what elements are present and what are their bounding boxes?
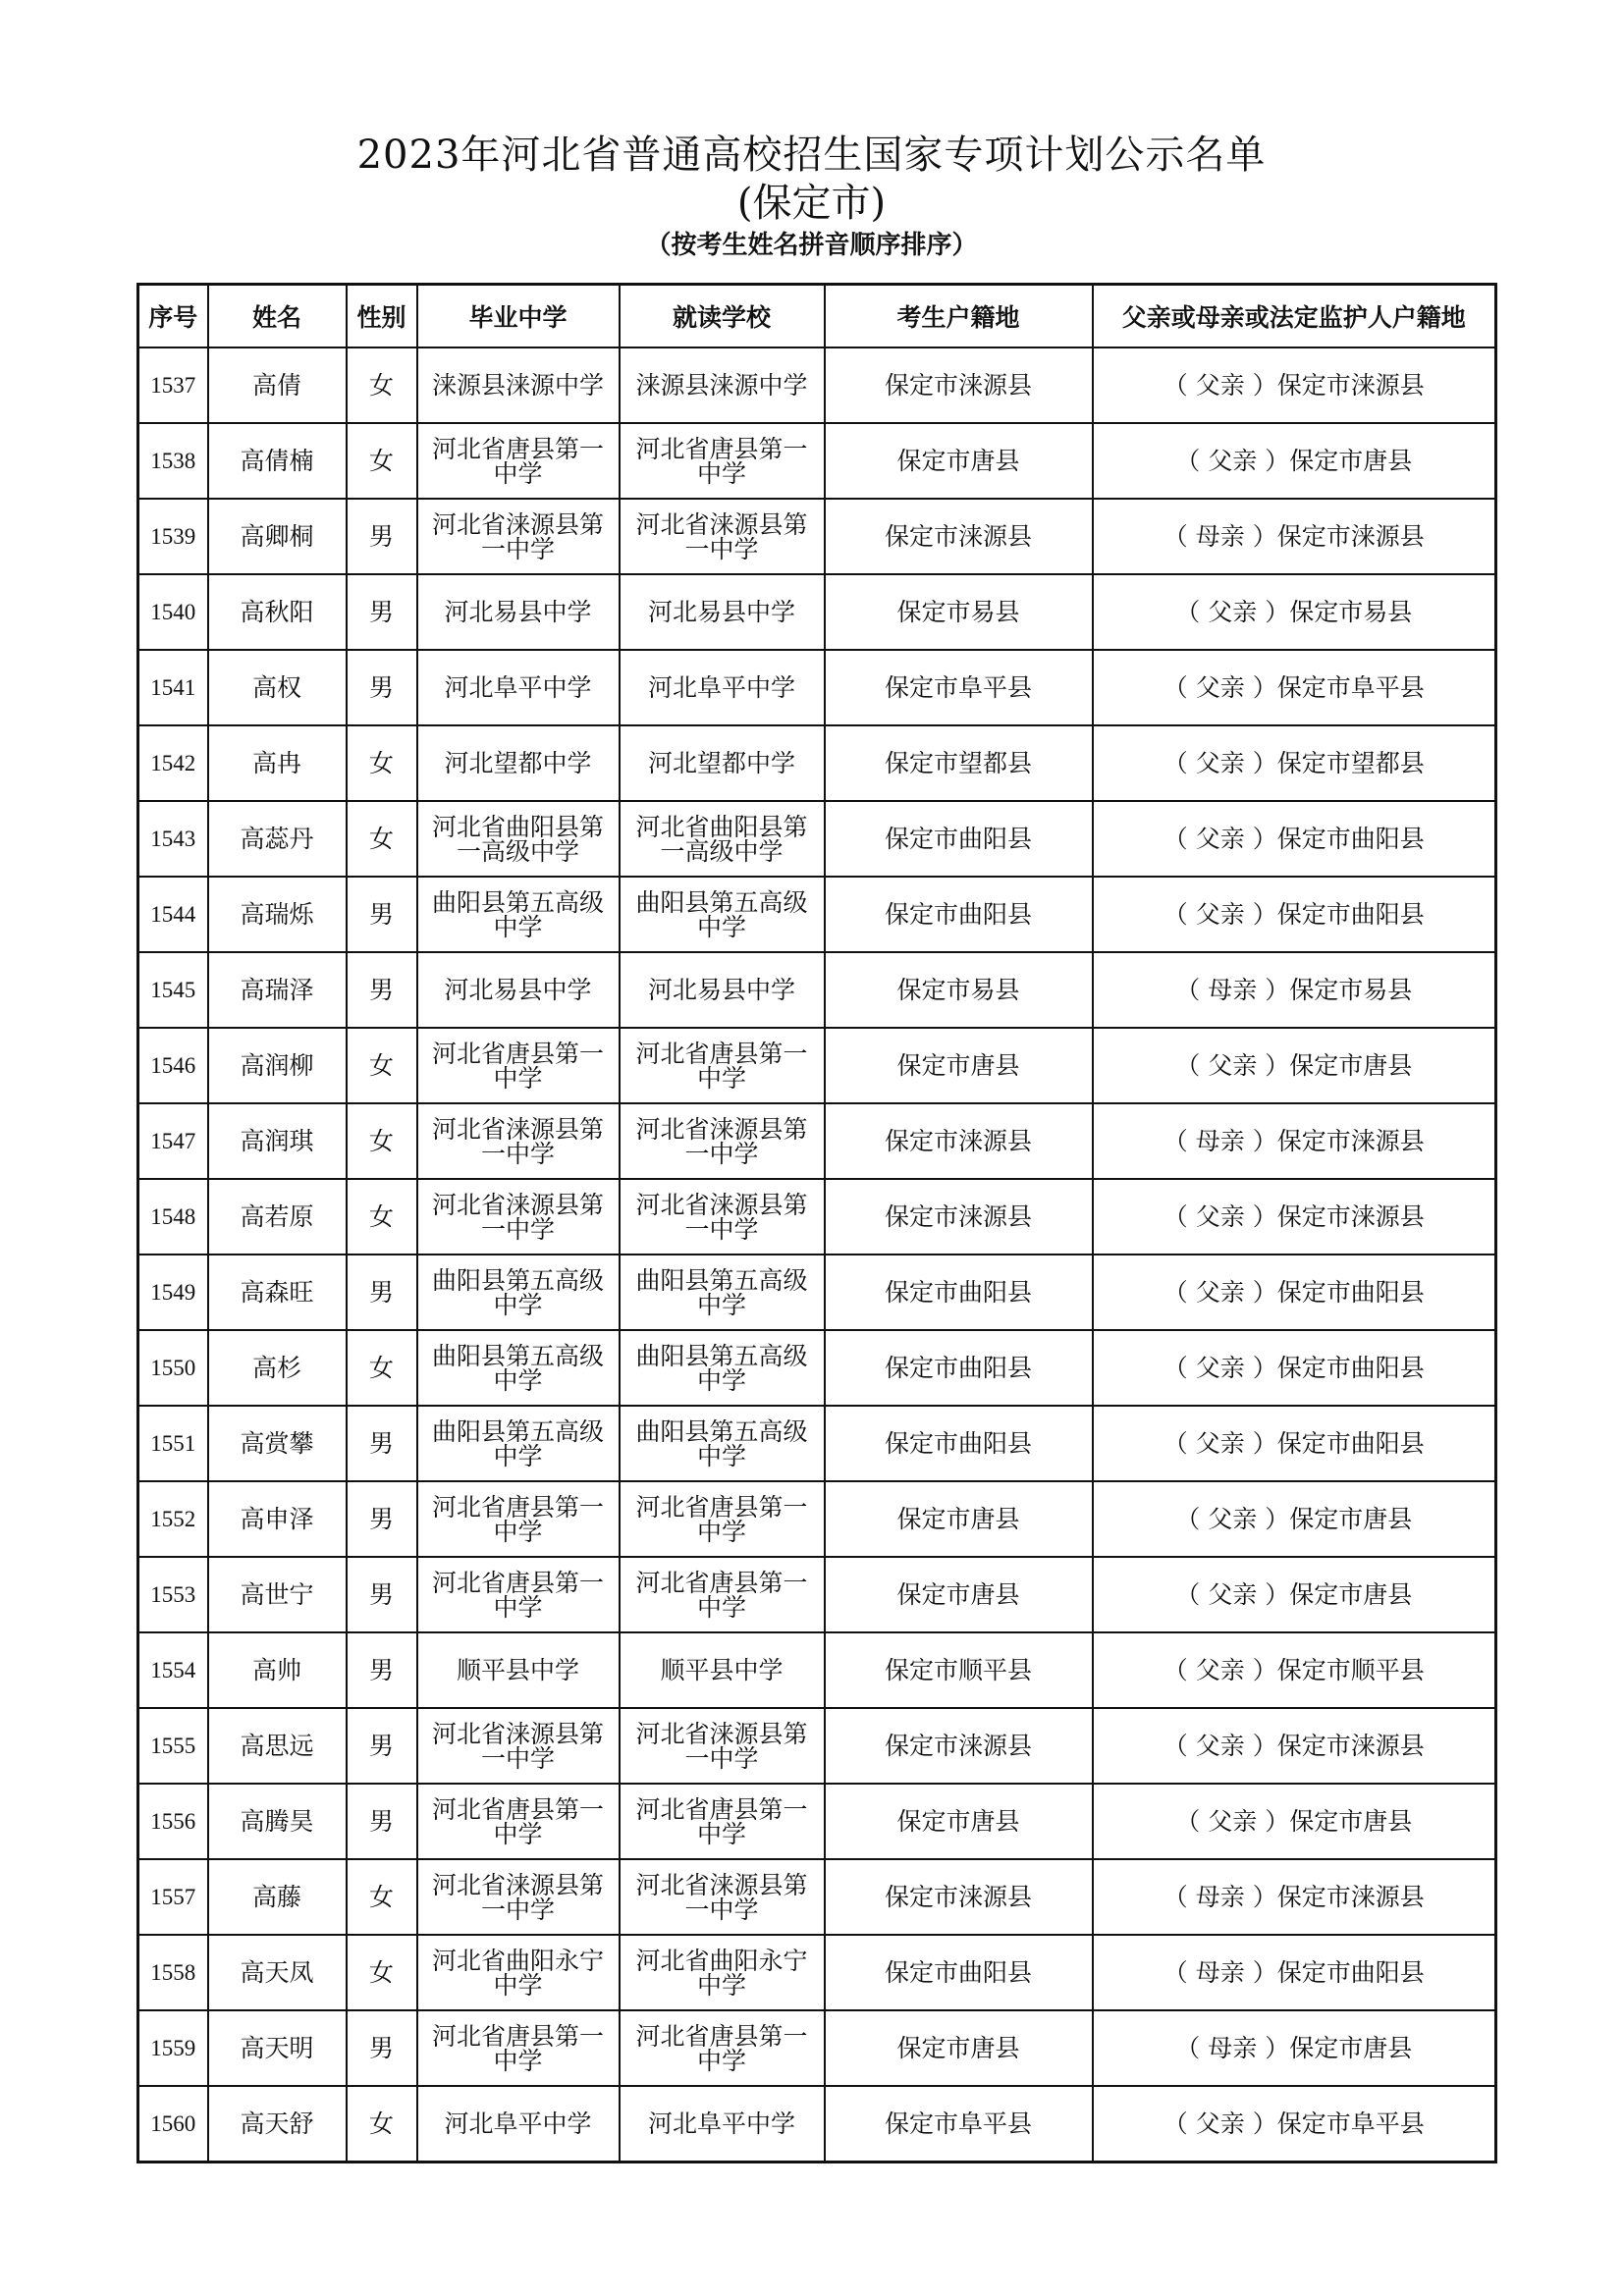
gender-cell: 男	[347, 1708, 417, 1784]
name-cell: 高秋阳	[208, 574, 347, 650]
current-school-cell: 曲阳县第五高级中学	[620, 877, 825, 952]
student-residence-cell: 保定市易县	[825, 574, 1093, 650]
guardian-residence-cell: （ 父亲 ）保定市曲阳县	[1093, 877, 1496, 952]
student-residence-cell: 保定市曲阳县	[825, 1255, 1093, 1330]
guardian-residence-cell: （ 父亲 ）保定市唐县	[1093, 1557, 1496, 1632]
serial-cell: 1553	[138, 1557, 208, 1632]
table-row	[138, 574, 1496, 650]
current-school-cell: 河北省涞源县第一中学	[620, 1103, 825, 1179]
gender-cell: 男	[347, 1255, 417, 1330]
table-row	[138, 2010, 1496, 2086]
current-school-cell: 河北易县中学	[620, 574, 825, 650]
graduated-school-cell: 河北省涞源县第一中学	[417, 1103, 620, 1179]
gender-cell: 男	[347, 499, 417, 574]
student-residence-cell: 保定市望都县	[825, 725, 1093, 801]
graduated-school-cell: 河北省曲阳县第一高级中学	[417, 801, 620, 877]
guardian-residence-cell: （ 父亲 ）保定市阜平县	[1093, 650, 1496, 725]
gender-cell: 男	[347, 1784, 417, 1859]
current-school-cell: 曲阳县第五高级中学	[620, 1255, 825, 1330]
current-school-cell: 河北易县中学	[620, 952, 825, 1028]
current-school-cell: 河北省唐县第一中学	[620, 2010, 825, 2086]
name-cell: 高思远	[208, 1708, 347, 1784]
student-residence-cell: 保定市唐县	[825, 1784, 1093, 1859]
student-residence-cell: 保定市顺平县	[825, 1632, 1093, 1708]
current-school-cell: 河北省曲阳县第一高级中学	[620, 801, 825, 877]
serial-cell: 1546	[138, 1028, 208, 1103]
name-cell: 高藤	[208, 1859, 347, 1935]
gender-cell: 女	[347, 1028, 417, 1103]
table-row	[138, 1859, 1496, 1935]
name-cell: 高杉	[208, 1330, 347, 1406]
serial-cell: 1558	[138, 1935, 208, 2010]
graduated-school-cell: 曲阳县第五高级中学	[417, 1406, 620, 1481]
guardian-residence-cell: （ 父亲 ）保定市唐县	[1093, 1028, 1496, 1103]
serial-cell: 1550	[138, 1330, 208, 1406]
student-residence-cell: 保定市涞源县	[825, 1708, 1093, 1784]
table-row	[138, 1255, 1496, 1330]
serial-cell: 1537	[138, 347, 208, 423]
current-school-cell: 河北省唐县第一中学	[620, 1784, 825, 1859]
graduated-school-cell: 河北省唐县第一中学	[417, 1784, 620, 1859]
serial-cell: 1539	[138, 499, 208, 574]
name-cell: 高冉	[208, 725, 347, 801]
graduated-school-cell: 河北易县中学	[417, 952, 620, 1028]
serial-cell: 1549	[138, 1255, 208, 1330]
current-school-cell: 河北省唐县第一中学	[620, 423, 825, 499]
graduated-school-cell: 曲阳县第五高级中学	[417, 1330, 620, 1406]
current-school-header: 就读学校	[620, 285, 825, 348]
serial-cell: 1552	[138, 1481, 208, 1557]
name-cell: 高腾昊	[208, 1784, 347, 1859]
name-cell: 高帅	[208, 1632, 347, 1708]
table-row	[138, 1179, 1496, 1255]
name-cell: 高赏攀	[208, 1406, 347, 1481]
current-school-cell: 河北省曲阳永宁中学	[620, 1935, 825, 2010]
gender-cell: 女	[347, 801, 417, 877]
student-residence-cell: 保定市易县	[825, 952, 1093, 1028]
name-cell: 高倩楠	[208, 423, 347, 499]
guardian-residence-cell: （ 父亲 ）保定市阜平县	[1093, 2086, 1496, 2163]
graduated-school-cell: 河北省曲阳永宁中学	[417, 1935, 620, 2010]
current-school-cell: 河北省唐县第一中学	[620, 1557, 825, 1632]
gender-cell: 女	[347, 1859, 417, 1935]
guardian-residence-cell: （ 母亲 ）保定市涞源县	[1093, 1859, 1496, 1935]
name-cell: 高卿桐	[208, 499, 347, 574]
guardian-residence-cell: （ 母亲 ）保定市涞源县	[1093, 1103, 1496, 1179]
current-school-cell: 涞源县涞源中学	[620, 347, 825, 423]
serial-cell: 1560	[138, 2086, 208, 2163]
student-residence-cell: 保定市曲阳县	[825, 877, 1093, 952]
gender-cell: 男	[347, 2010, 417, 2086]
name-cell: 高申泽	[208, 1481, 347, 1557]
student-residence-cell: 保定市曲阳县	[825, 1406, 1093, 1481]
graduated-school-cell: 河北省唐县第一中学	[417, 423, 620, 499]
serial-cell: 1545	[138, 952, 208, 1028]
student-residence-cell: 保定市涞源县	[825, 499, 1093, 574]
document-header	[0, 130, 1623, 263]
graduated-school-cell: 河北易县中学	[417, 574, 620, 650]
current-school-cell: 河北省唐县第一中学	[620, 1028, 825, 1103]
name-cell: 高倩	[208, 347, 347, 423]
serial-cell: 1543	[138, 801, 208, 877]
serial-cell: 1541	[138, 650, 208, 725]
table-row	[138, 725, 1496, 801]
serial-cell: 1548	[138, 1179, 208, 1255]
student-residence-cell: 保定市涞源县	[825, 1179, 1093, 1255]
guardian-residence-cell: （ 父亲 ）保定市望都县	[1093, 725, 1496, 801]
serial-cell: 1556	[138, 1784, 208, 1859]
current-school-cell: 河北省涞源县第一中学	[620, 1708, 825, 1784]
current-school-cell: 河北省涞源县第一中学	[620, 1179, 825, 1255]
guardian-residence-cell: （ 父亲 ）保定市唐县	[1093, 423, 1496, 499]
table-row	[138, 952, 1496, 1028]
serial-cell: 1555	[138, 1708, 208, 1784]
table-header-row	[138, 285, 1496, 348]
table-row	[138, 1028, 1496, 1103]
student-residence-cell: 保定市涞源县	[825, 1859, 1093, 1935]
name-cell: 高天明	[208, 2010, 347, 2086]
serial-cell: 1540	[138, 574, 208, 650]
gender-cell: 男	[347, 650, 417, 725]
guardian-residence-cell: （ 父亲 ）保定市唐县	[1093, 1784, 1496, 1859]
gender-cell: 女	[347, 1103, 417, 1179]
student-residence-cell: 保定市曲阳县	[825, 1935, 1093, 2010]
guardian-residence-cell: （ 母亲 ）保定市曲阳县	[1093, 1935, 1496, 2010]
name-cell: 高蕊丹	[208, 801, 347, 877]
table-row	[138, 1330, 1496, 1406]
table-row	[138, 347, 1496, 423]
table-row	[138, 1708, 1496, 1784]
name-cell: 高森旺	[208, 1255, 347, 1330]
current-school-cell: 河北省涞源县第一中学	[620, 499, 825, 574]
current-school-cell: 顺平县中学	[620, 1632, 825, 1708]
current-school-cell: 曲阳县第五高级中学	[620, 1330, 825, 1406]
student-residence-cell: 保定市唐县	[825, 423, 1093, 499]
gender-header: 性别	[347, 285, 417, 348]
name-cell: 高瑞烁	[208, 877, 347, 952]
guardian-residence-cell: （ 父亲 ）保定市顺平县	[1093, 1632, 1496, 1708]
guardian-residence-cell: （ 父亲 ）保定市涞源县	[1093, 1708, 1496, 1784]
graduated-school-cell: 河北省涞源县第一中学	[417, 1708, 620, 1784]
table-row	[138, 1406, 1496, 1481]
graduated-school-cell: 河北省涞源县第一中学	[417, 1179, 620, 1255]
document-subtitle: (保定市)	[736, 181, 887, 226]
gender-cell: 女	[347, 1179, 417, 1255]
name-header: 姓名	[208, 285, 347, 348]
table-row	[138, 877, 1496, 952]
graduated-school-cell: 曲阳县第五高级中学	[417, 877, 620, 952]
graduated-school-cell: 河北省唐县第一中学	[417, 1557, 620, 1632]
table-row	[138, 1784, 1496, 1859]
gender-cell: 男	[347, 1632, 417, 1708]
gender-cell: 男	[347, 1406, 417, 1481]
gender-cell: 女	[347, 347, 417, 423]
gender-cell: 男	[347, 952, 417, 1028]
guardian-residence-cell: （ 父亲 ）保定市曲阳县	[1093, 801, 1496, 877]
guardian-residence-cell: （ 父亲 ）保定市涞源县	[1093, 347, 1496, 423]
current-school-cell: 河北阜平中学	[620, 650, 825, 725]
serial-cell: 1547	[138, 1103, 208, 1179]
gender-cell: 男	[347, 574, 417, 650]
table-row	[138, 499, 1496, 574]
table-row	[138, 801, 1496, 877]
name-cell: 高天舒	[208, 2086, 347, 2163]
table-body	[138, 347, 1496, 2163]
table-row	[138, 1557, 1496, 1632]
graduated-school-cell: 曲阳县第五高级中学	[417, 1255, 620, 1330]
guardian-residence-header: 父亲或母亲或法定监护人户籍地	[1093, 285, 1496, 348]
current-school-cell: 河北省涞源县第一中学	[620, 1859, 825, 1935]
name-cell: 高若原	[208, 1179, 347, 1255]
student-residence-cell: 保定市唐县	[825, 1557, 1093, 1632]
guardian-residence-cell: （ 母亲 ）保定市易县	[1093, 952, 1496, 1028]
graduated-school-cell: 河北省涞源县第一中学	[417, 1859, 620, 1935]
guardian-residence-cell: （ 母亲 ）保定市涞源县	[1093, 499, 1496, 574]
current-school-cell: 河北阜平中学	[620, 2086, 825, 2163]
graduated-school-cell: 河北省涞源县第一中学	[417, 499, 620, 574]
gender-cell: 男	[347, 1481, 417, 1557]
student-residence-cell: 保定市涞源县	[825, 347, 1093, 423]
guardian-residence-cell: （ 父亲 ）保定市曲阳县	[1093, 1406, 1496, 1481]
student-residence-cell: 保定市曲阳县	[825, 1330, 1093, 1406]
graduated-school-cell: 河北阜平中学	[417, 2086, 620, 2163]
current-school-cell: 河北望都中学	[620, 725, 825, 801]
student-residence-cell: 保定市阜平县	[825, 2086, 1093, 2163]
graduated-school-cell: 河北省唐县第一中学	[417, 2010, 620, 2086]
sort-order-note: （按考生姓名拼音顺序排序）	[645, 231, 978, 260]
graduated-school-cell: 顺平县中学	[417, 1632, 620, 1708]
guardian-residence-cell: （ 父亲 ）保定市涞源县	[1093, 1179, 1496, 1255]
guardian-residence-cell: （ 父亲 ）保定市易县	[1093, 574, 1496, 650]
student-residence-cell: 保定市阜平县	[825, 650, 1093, 725]
guardian-residence-cell: （ 父亲 ）保定市曲阳县	[1093, 1330, 1496, 1406]
gender-cell: 女	[347, 725, 417, 801]
graduated-school-header: 毕业中学	[417, 285, 620, 348]
current-school-cell: 曲阳县第五高级中学	[620, 1406, 825, 1481]
name-cell: 高润柳	[208, 1028, 347, 1103]
serial-cell: 1557	[138, 1859, 208, 1935]
serial-header: 序号	[138, 285, 208, 348]
serial-cell: 1544	[138, 877, 208, 952]
name-cell: 高权	[208, 650, 347, 725]
gender-cell: 女	[347, 2086, 417, 2163]
student-residence-cell: 保定市曲阳县	[825, 801, 1093, 877]
graduated-school-cell: 河北省唐县第一中学	[417, 1028, 620, 1103]
table-row	[138, 2086, 1496, 2163]
document-title: 2023年河北省普通高校招生国家专项计划公示名单	[356, 133, 1267, 178]
student-residence-cell: 保定市唐县	[825, 2010, 1093, 2086]
table-row	[138, 1103, 1496, 1179]
student-residence-header: 考生户籍地	[825, 285, 1093, 348]
roster-table	[136, 283, 1497, 2163]
current-school-cell: 河北省唐县第一中学	[620, 1481, 825, 1557]
table-row	[138, 1632, 1496, 1708]
graduated-school-cell: 河北阜平中学	[417, 650, 620, 725]
graduated-school-cell: 涞源县涞源中学	[417, 347, 620, 423]
guardian-residence-cell: （ 母亲 ）保定市唐县	[1093, 2010, 1496, 2086]
gender-cell: 女	[347, 1935, 417, 2010]
table-row	[138, 1481, 1496, 1557]
serial-cell: 1554	[138, 1632, 208, 1708]
gender-cell: 男	[347, 877, 417, 952]
student-residence-cell: 保定市涞源县	[825, 1103, 1093, 1179]
name-cell: 高世宁	[208, 1557, 347, 1632]
serial-cell: 1551	[138, 1406, 208, 1481]
serial-cell: 1538	[138, 423, 208, 499]
gender-cell: 女	[347, 423, 417, 499]
table-row	[138, 423, 1496, 499]
graduated-school-cell: 河北省唐县第一中学	[417, 1481, 620, 1557]
table-row	[138, 1935, 1496, 2010]
gender-cell: 女	[347, 1330, 417, 1406]
gender-cell: 男	[347, 1557, 417, 1632]
serial-cell: 1559	[138, 2010, 208, 2086]
serial-cell: 1542	[138, 725, 208, 801]
name-cell: 高天凤	[208, 1935, 347, 2010]
name-cell: 高润琪	[208, 1103, 347, 1179]
graduated-school-cell: 河北望都中学	[417, 725, 620, 801]
guardian-residence-cell: （ 父亲 ）保定市唐县	[1093, 1481, 1496, 1557]
name-cell: 高瑞泽	[208, 952, 347, 1028]
table-row	[138, 650, 1496, 725]
guardian-residence-cell: （ 父亲 ）保定市曲阳县	[1093, 1255, 1496, 1330]
student-residence-cell: 保定市唐县	[825, 1028, 1093, 1103]
student-residence-cell: 保定市唐县	[825, 1481, 1093, 1557]
